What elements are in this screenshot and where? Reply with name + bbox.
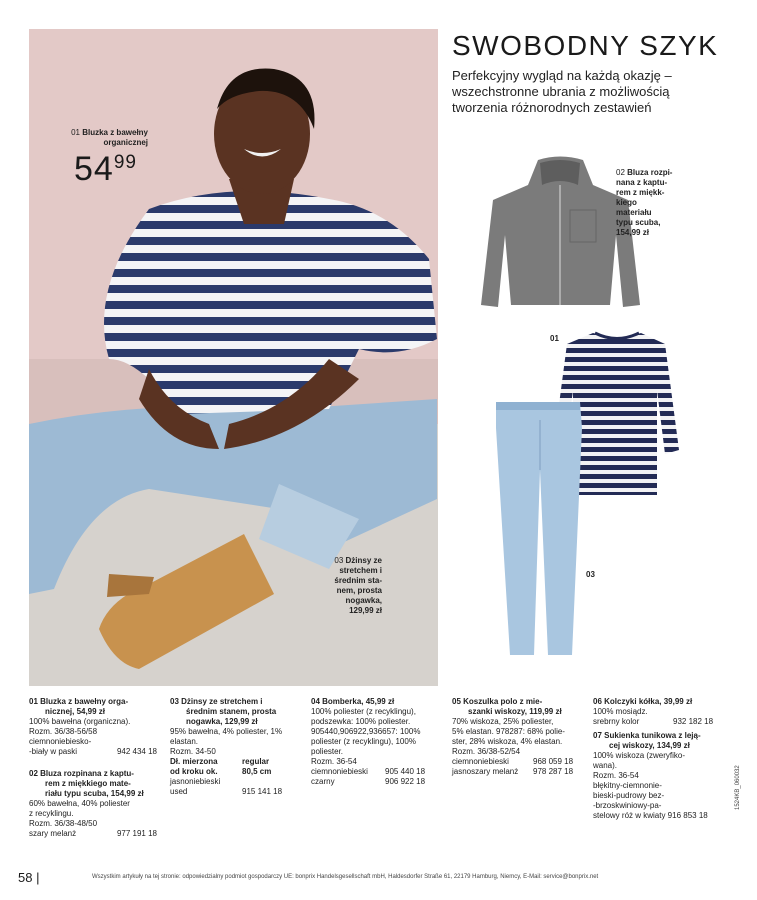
hero-price-main: 54 <box>74 150 114 188</box>
c1-a-num: 01 <box>29 697 38 706</box>
c4-row2-color: jasnoszary melanż <box>452 767 519 776</box>
c5-a-color: srebrny kolor <box>593 717 640 726</box>
hoodie-label-line1: Bluza rozpi- <box>627 168 673 177</box>
c5-b-title2: cej wiskozy, 134,99 zł <box>609 741 690 750</box>
c2-title3: nogawka, 129,99 zł <box>186 717 258 726</box>
c5-b-line1: 100% wiskoza (zweryfiko- <box>593 751 686 760</box>
c1-b-color: szary melanż <box>29 829 77 838</box>
c2-line2: elastan. <box>170 737 199 746</box>
shirt-label-num: 01 <box>550 334 559 343</box>
c5-b-line5: bieski-pudrowy bez- <box>593 791 665 800</box>
c2-title2: średnim stanem, prosta <box>186 707 277 716</box>
c1-b-title2: rem z miękkiego mate- <box>45 779 131 788</box>
c5-b-line3: Rozm. 36-54 <box>593 771 639 780</box>
c4-line3: ster, 28% wiskoza, 4% elastan. <box>452 737 563 746</box>
c4-row1-color: ciemnoniebieski <box>452 757 509 766</box>
c3-line1: 100% poliester (z recyklingu), <box>311 707 416 716</box>
c2-title1: Dżinsy ze stretchem i <box>181 697 263 706</box>
c2-line3: Rozm. 34-50 <box>170 747 216 756</box>
c3-row1-color: ciemnoniebieski <box>311 767 368 776</box>
hoodie-label-num: 02 <box>616 168 625 177</box>
hero-label-jeans-line6: 129,99 zł <box>349 606 382 615</box>
c2-color-line: jasnoniebieski <box>170 777 221 786</box>
details-col-1 <box>29 697 157 839</box>
c1-a-line1: 100% bawełna (organiczna). <box>29 717 131 726</box>
c2-color: used <box>170 787 188 796</box>
c5-a-title: Kolczyki kółka, 39,99 zł <box>604 697 693 706</box>
hero-label-blouse-num: 01 <box>71 128 80 137</box>
c4-line4: Rozm. 36/38-52/54 <box>452 747 521 756</box>
c1-b-title1: Bluza rozpinana z kaptu- <box>40 769 134 778</box>
hoodie-label <box>616 168 676 238</box>
hero-label-blouse-line2: organicznej <box>103 138 148 147</box>
hero-price <box>74 150 137 189</box>
hoodie-label-line6: typu scuba, <box>616 218 661 227</box>
c3-line3: 905440,906922,936657: 100% <box>311 727 421 736</box>
subhead-line2: wszechstronne ubrania z możliwością <box>452 84 670 99</box>
details-col-5 <box>593 697 717 821</box>
c5-b-title1: Sukienka tunikowa z leją- <box>604 731 701 740</box>
c1-a-code: 942 434 18 <box>116 747 157 756</box>
c5-a-code: 932 182 18 <box>673 717 714 726</box>
c2-num: 03 <box>170 697 179 706</box>
c3-num: 04 <box>311 697 320 706</box>
c2-len-label1: Dł. mierzona <box>170 757 218 766</box>
c1-a-line2: Rozm. 36/38-56/58 <box>29 727 98 736</box>
hero-label-jeans-line4: nem, prosta <box>336 586 382 595</box>
c4-title1: Koszulka polo z mie- <box>463 697 543 706</box>
jeans-label-num: 03 <box>586 570 595 579</box>
hero-label-jeans <box>318 556 382 616</box>
hero-label-blouse <box>40 128 148 148</box>
c4-line1: 70% wiskoza, 25% poliester, <box>452 717 554 726</box>
c3-title: Bomberka, 45,99 zł <box>322 697 395 706</box>
c1-a-line3: ciemnoniebiesko- <box>29 737 92 746</box>
c1-b-line2: z recyklingu. <box>29 809 74 818</box>
c5-b-last: stelowy róż w kwiaty 916 853 18 <box>593 811 708 820</box>
hoodie-label-line7: 154,99 zł <box>616 228 649 237</box>
hoodie-label-line3: rem z miękk- <box>616 188 665 197</box>
footer-legal-text: Wszystkim artykuły na tej stronie: odpowiedzialny podmiot gospodarczy UE: bonprix Handelsgesellschaft mbH, Haldesdorfer Straße 61, 22179 Hamburg, Niemcy, E-Mail: service@bonprix.net <box>92 874 599 880</box>
c5-b-line4: błękitny-ciemnonie- <box>593 781 662 790</box>
hero-label-jeans-num: 03 <box>334 556 344 565</box>
c4-title2: szanki wiskozy, 119,99 zł <box>468 707 562 716</box>
hoodie-label-line2: nana z kaptu- <box>616 178 668 187</box>
details-col-4 <box>452 697 577 777</box>
c5-b-num: 07 <box>593 731 602 740</box>
c1-a-title2: nicznej, 54,99 zł <box>45 707 106 716</box>
c2-line1: 95% bawełna, 4% poliester, 1% <box>170 727 283 736</box>
c5-a-num: 06 <box>593 697 602 706</box>
c4-line2: 5% elastan. 978287: 68% polie- <box>452 727 565 736</box>
c4-num: 05 <box>452 697 461 706</box>
hero-label-jeans-line3: średnim sta- <box>334 576 382 585</box>
c1-b-line3: Rozm. 36/38-48/50 <box>29 819 98 828</box>
subhead-line1: Perfekcyjny wygląd na każdą okazję – <box>452 68 672 83</box>
c3-row1-code: 905 440 18 <box>385 767 426 776</box>
subhead-line3: tworzenia różnorodnych zestawień <box>452 100 652 115</box>
hero-label-jeans-line2: stretchem i <box>339 566 382 575</box>
hoodie-label-line5: materiału <box>616 208 652 217</box>
c1-b-code: 977 191 18 <box>116 829 157 838</box>
hero-label-jeans-line5: nogawka, <box>345 596 382 605</box>
hero-price-cents: 99 <box>113 152 137 173</box>
c4-row2-code: 978 287 18 <box>533 767 574 776</box>
c1-b-title3: riału typu scuba, 154,99 zł <box>45 789 144 798</box>
hoodie-label-line4: kiego <box>616 198 637 207</box>
page-number: 58 | <box>18 870 40 885</box>
c2-len-label2: od kroku ok. <box>170 767 218 776</box>
hero-label-jeans-line1: Dżinsy ze <box>345 556 382 565</box>
page-headline: SWOBODNY SZYK <box>452 30 719 61</box>
c1-b-line1: 60% bawełna, 40% poliester <box>29 799 130 808</box>
c3-row2-color: czarny <box>311 777 335 786</box>
c3-line6: Rozm. 36-54 <box>311 757 357 766</box>
side-catalog-code: 1524KB_060032 <box>735 765 741 810</box>
c2-len-value2: 80,5 cm <box>242 767 272 776</box>
c2-code: 915 141 18 <box>242 787 283 796</box>
c5-b-line6: -brzoskwiniowy-pa- <box>593 801 662 810</box>
jeans-photo <box>492 400 584 656</box>
hero-label-blouse-line1: Bluzka z bawełny <box>82 128 148 137</box>
details-col-2 <box>170 697 300 797</box>
c4-row1-code: 968 059 18 <box>533 757 574 766</box>
c3-line5: poliester. <box>311 747 344 756</box>
c3-line2: podszewka: 100% poliester. <box>311 717 411 726</box>
c5-a-line: 100% mosiądz. <box>593 707 648 716</box>
c3-line4: poliester (z recyklingu), 100% <box>311 737 416 746</box>
page-subhead <box>452 68 752 116</box>
page-number-value: 58 <box>18 870 33 885</box>
details-col-3 <box>311 697 435 787</box>
c1-a-title1: Bluzka z bawełny orga- <box>40 697 129 706</box>
c3-row2-code: 906 922 18 <box>385 777 426 786</box>
c1-a-color: -biały w paski <box>29 747 78 756</box>
c2-len-value1: regular <box>242 757 270 766</box>
c1-b-num: 02 <box>29 769 38 778</box>
c5-b-line2: wana). <box>593 761 618 770</box>
